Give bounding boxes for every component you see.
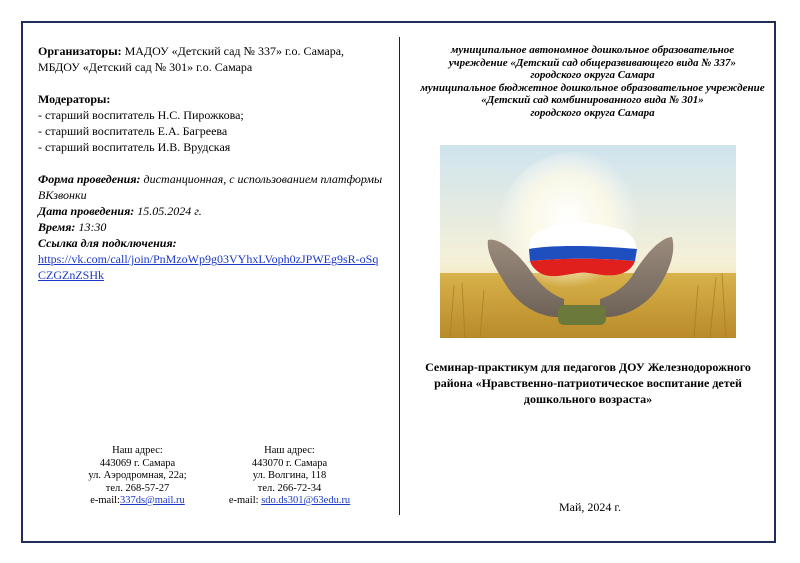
header-line: городского округа Самара (530, 69, 655, 81)
moderators-label: Модераторы: (38, 92, 111, 106)
address-title: Наш адрес: (264, 445, 315, 456)
time-label: Время: (38, 220, 76, 234)
date-label: Дата проведения: (38, 204, 135, 218)
organizers-text: МАДОУ «Детский сад № 337» г.о. Самара, МБДОУ «Детский сад № 301» г.о. Самара (38, 44, 345, 74)
email-link[interactable]: 337ds@mail.ru (119, 495, 185, 506)
form-text: дистанционная, с использованием платформы ВКзвонки (38, 172, 383, 202)
join-call-link[interactable]: https://vk.com/call/join/PnMzoWp9g03VYhxLVoph0zJPWEg9sR-oSqCZGZnZSHk (38, 252, 379, 282)
moderator-item: - старший воспитатель Е.А. Багреева (38, 124, 228, 138)
email-label: e-mail: (228, 495, 262, 506)
seminar-title: Семинар-практикум для педагогов ДОУ Железнодорожного района «Нравственно-патриотическое воспитание детей дошкольного возраста» (425, 360, 751, 406)
hands-holding-russia-map-icon (440, 145, 736, 338)
time-text: 13:30 (75, 220, 107, 234)
address-337 (55, 445, 220, 508)
moderators-block (38, 91, 386, 155)
organizers-label: Организаторы: (38, 44, 122, 58)
event-details (38, 171, 386, 283)
form-label: Форма проведения: (38, 172, 141, 186)
header-line: муниципальное бюджетное дошкольное образовательное учреждение (420, 81, 765, 94)
date-text: 15.05.2024 г. (134, 204, 202, 218)
header-line: городского округа Самара (530, 106, 655, 119)
left-panel (38, 43, 386, 283)
header-line: муниципальное автономное дошкольное образовательное (450, 44, 735, 56)
email-link[interactable]: sdo.ds301@63edu.ru (261, 495, 351, 506)
link-label: Ссылка для подключения: (38, 236, 177, 250)
address-street: ул. Аэродромная, 22а; (88, 470, 187, 481)
header-line: учреждение «Детский сад общеразвивающего вида № 337» (448, 56, 737, 69)
fold-divider (399, 37, 400, 515)
address-street: ул. Волгина, 118 (252, 470, 327, 481)
address-city: 443070 г. Самара (251, 457, 328, 469)
date-line (38, 203, 386, 219)
address-email-line (55, 495, 220, 508)
address-301 (207, 445, 372, 508)
form-line (38, 171, 386, 203)
time-line (38, 219, 386, 235)
address-email-line (207, 495, 372, 508)
address-phone: тел. 268-57-27 (105, 482, 170, 494)
address-title: Наш адрес: (112, 445, 163, 456)
address-city: 443069 г. Самара (99, 457, 176, 469)
email-label: e-mail: (90, 495, 120, 506)
address-phone: тел. 266-72-34 (257, 482, 322, 494)
institutions-header (405, 44, 780, 119)
organizers-block (38, 43, 386, 75)
moderator-item: - старший воспитатель Н.С. Пирожкова; (38, 108, 244, 122)
header-line: «Детский сад комбинированного вида № 301» (481, 94, 704, 106)
footer-date: Май, 2024 г. (559, 500, 621, 514)
moderator-item: - старший воспитатель И.В. Врудская (38, 140, 231, 154)
